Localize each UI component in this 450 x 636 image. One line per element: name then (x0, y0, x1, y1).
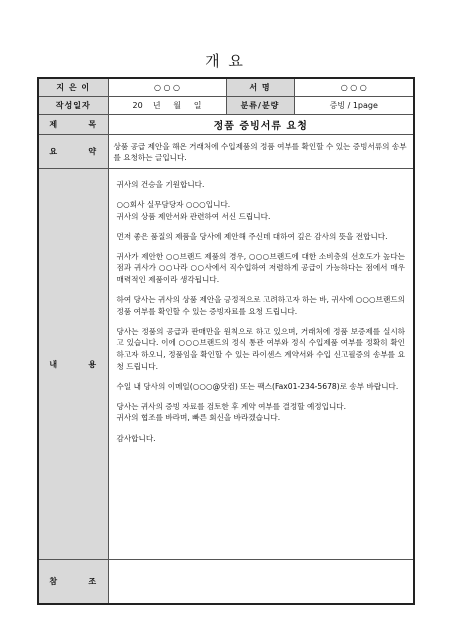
content-paragraph: ○○회사 실무담당자 ○○○입니다. 귀사의 상품 제안서와 관련하여 서신 드립니다. (116, 200, 271, 221)
summary-row (38, 135, 414, 169)
content-label: 내 용 (38, 169, 108, 560)
reference-row (38, 560, 414, 605)
date-value: 20 년 월 일 (108, 97, 226, 115)
overview-table (37, 77, 415, 605)
category-label: 분류/분량 (226, 97, 294, 115)
summary-value: 상품 공급 제안을 해온 거래처에 수입제품의 정품 여부를 확인할 수 있는 증빙서류의 송부를 요청하는 글입니다. (108, 135, 414, 169)
author-label: 지 은 이 (38, 78, 108, 97)
content-paragraph: 당사는 귀사의 증빙 자료를 검토한 후 계약 여부를 결정할 예정입니다. 귀사의 협조를 바라며, 빠른 회신을 바라겠습니다. (116, 401, 347, 423)
date-row (38, 97, 414, 115)
content-paragraph: 감사합니다. (116, 433, 156, 443)
reference-label: 참 조 (38, 560, 108, 605)
reference-value (108, 560, 414, 605)
author-value: ○ ○ ○ (108, 78, 226, 97)
signature-value: ○ ○ ○ (294, 78, 414, 97)
content-row (38, 169, 414, 560)
signature-label: 서 명 (226, 78, 294, 97)
subject-row (38, 115, 414, 135)
date-label: 작성일자 (38, 97, 108, 115)
author-row (38, 78, 414, 97)
content-paragraph: 하여 당사는 귀사의 상품 제안을 긍정적으로 고려하고자 하는 바, 귀사에 ○○○브랜드의 정품 여부를 확인할 수 있는 증빙자료를 요청 드립니다. (116, 295, 405, 316)
content-paragraph: 먼저 좋은 품질의 제품을 당사에 제안해 주신데 대하여 깊은 감사의 뜻을 전합니다. (116, 231, 388, 241)
category-value: 증빙 / 1page (294, 97, 414, 115)
content-paragraph: 당사는 정품의 공급과 판매만을 원칙으로 하고 있으며, 거래처에 정품 보증제를 실시하고 있습니다. 이에 ○○○브랜드의 정식 통관 여부와 정식 수입제품 여부를 정확히 확인하고자 하오니, 정품임을 확인할 수 있는 라이센스 계약서와 수입 신고필증의 송부를 요청 드립니다. (116, 326, 405, 371)
subject-label: 제 목 (38, 115, 108, 135)
document-title: 개 요 (205, 52, 245, 70)
content-paragraph: 수일 내 당사의 이메일(○○○@닷컴) 또는 팩스(Fax01-234-5678)로 송부 바랍니다. (116, 381, 399, 391)
summary-label: 요 약 (38, 135, 108, 169)
content-paragraph: 귀사의 건승을 기원합니다. (116, 180, 205, 189)
content-paragraph: 귀사가 제안한 ○○브랜드 제품의 경우, ○○○브랜드에 대한 소비층의 선호도가 높다는 점과 귀사가 ○○나라 ○○사에서 직수입하여 저렴하게 공급이 가능하다는 점에서 매우 매력적인 제품이라 생각됩니다. (116, 251, 405, 285)
content-body (108, 169, 414, 560)
subject-value: 정품 증빙서류 요청 (108, 115, 414, 135)
